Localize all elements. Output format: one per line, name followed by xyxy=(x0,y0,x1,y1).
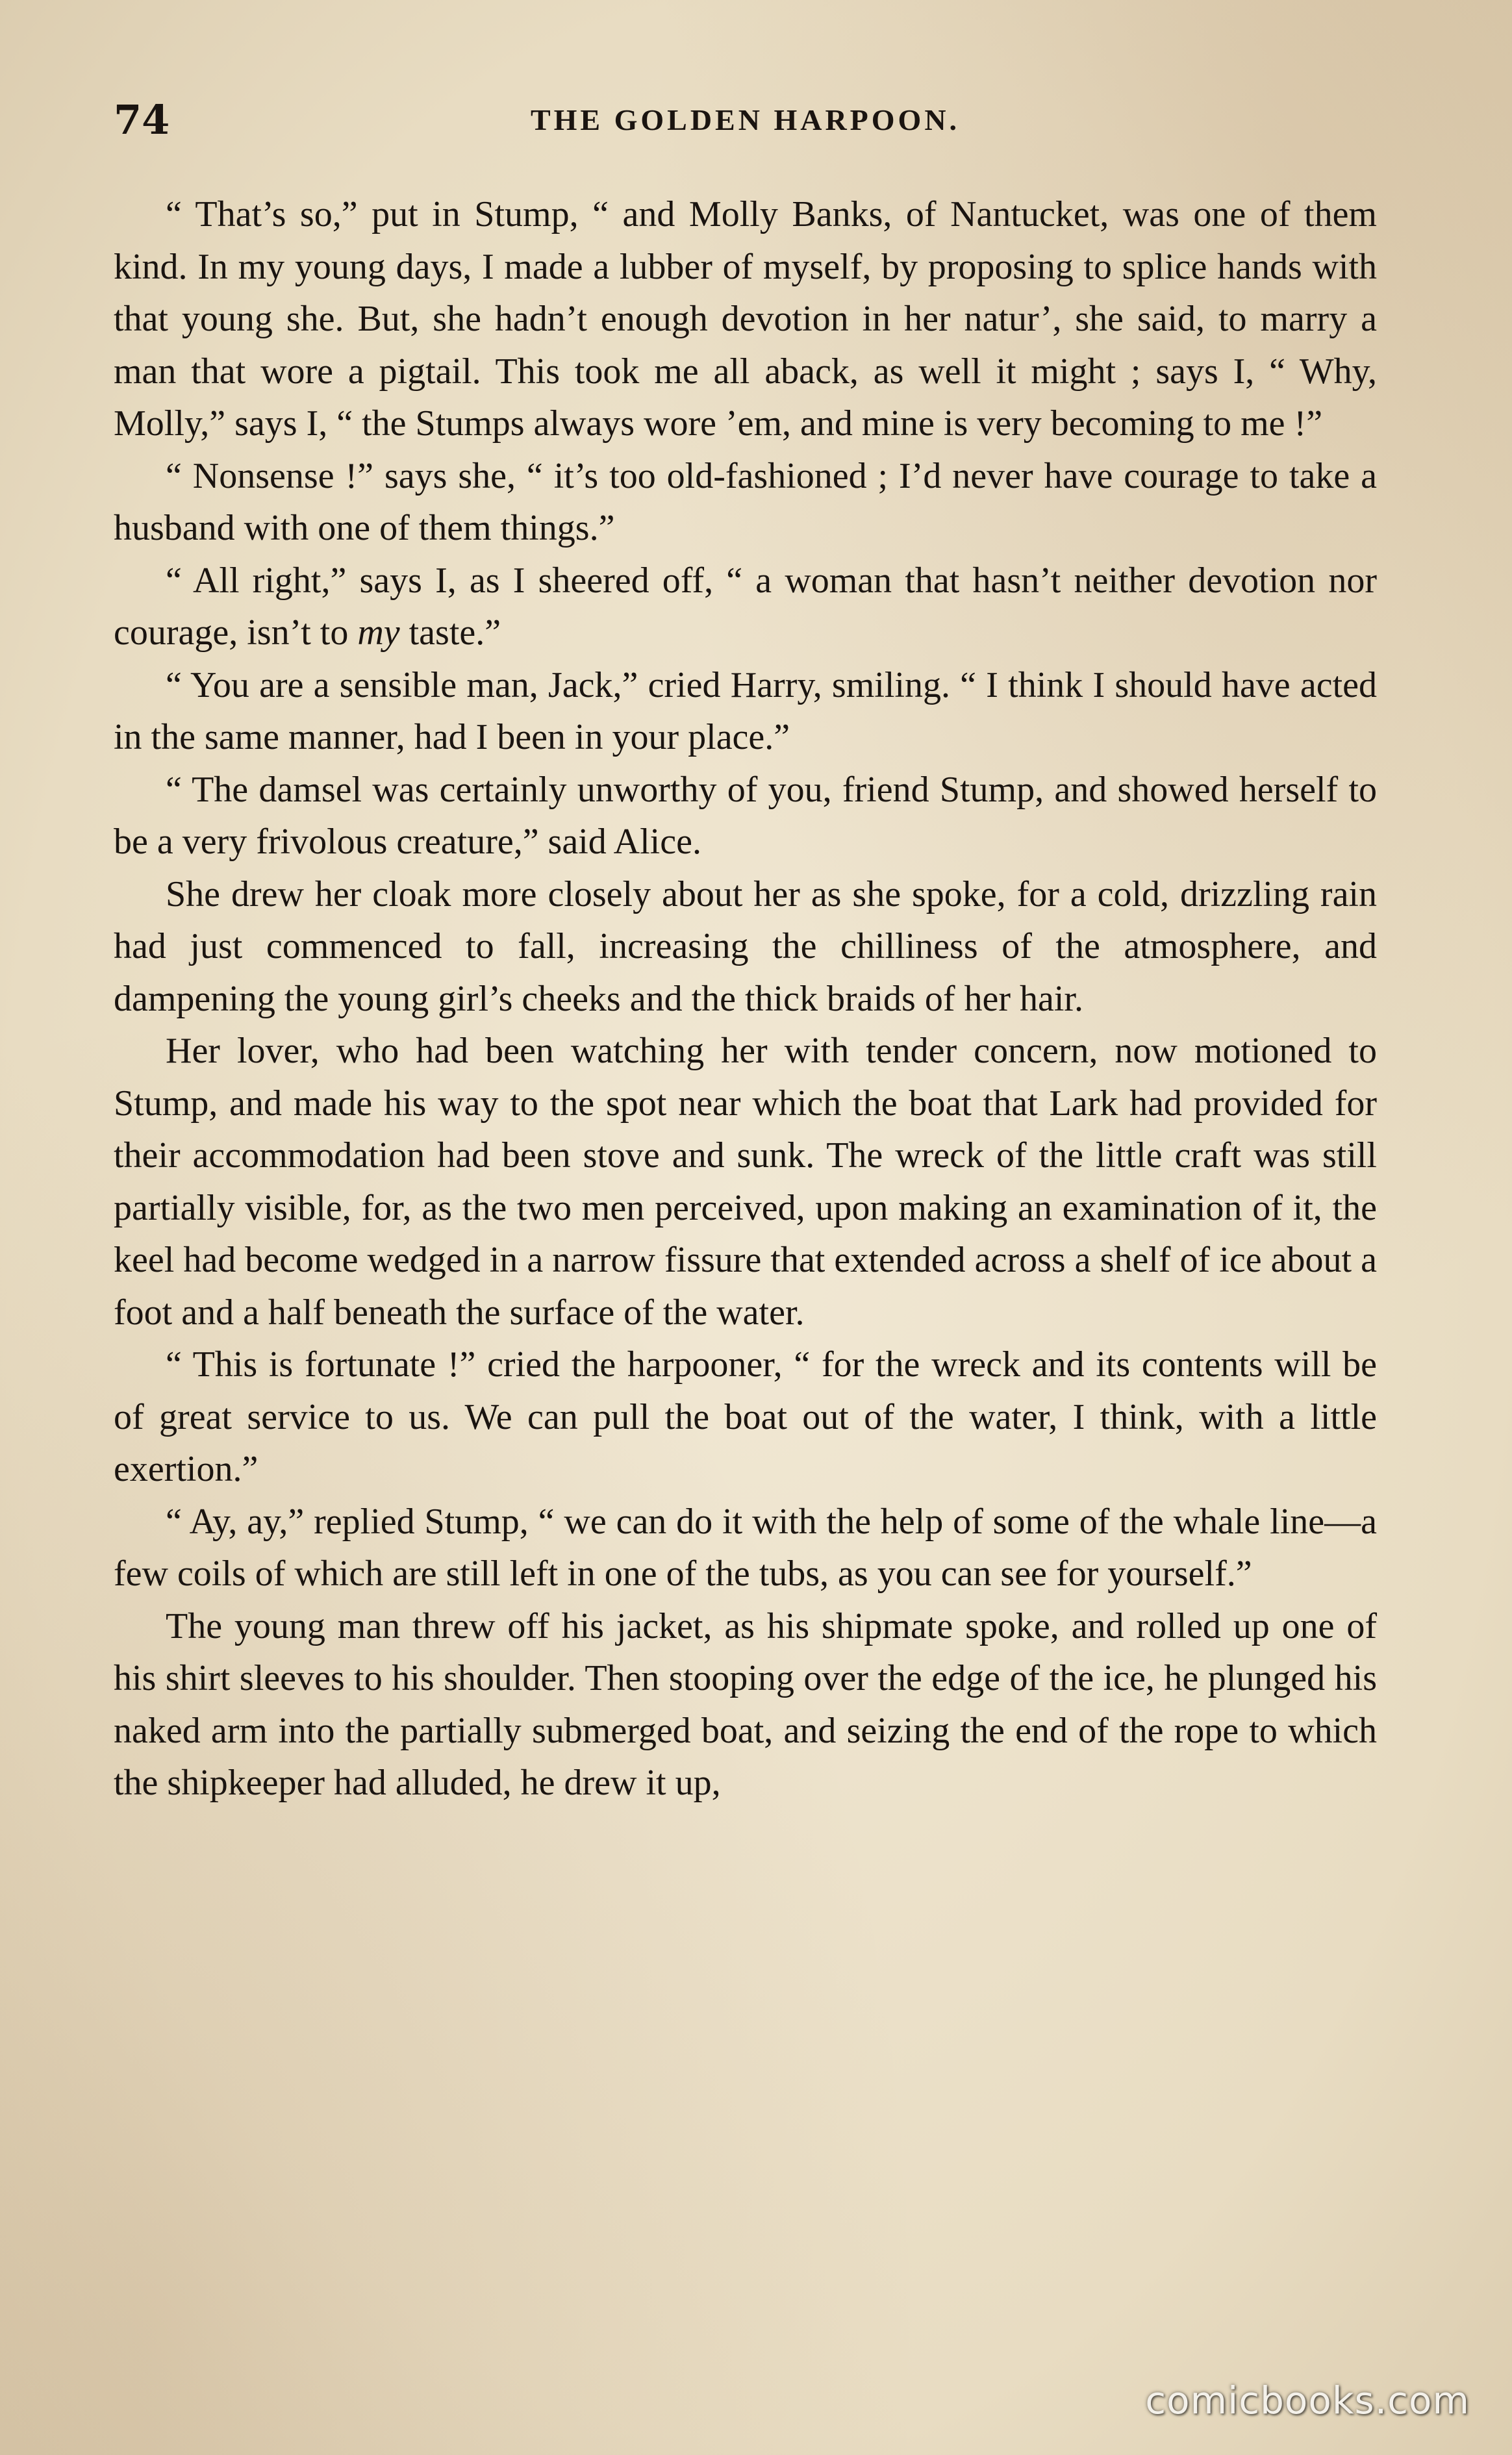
paragraph-6: She drew her cloak more closely about her as she spoke, for a cold, drizzling rain had just commenced to fall, increasing the chilliness of the atmosphere, and dampening the young girl’s cheeks and the thick braids of her hair. xyxy=(114,874,1377,1019)
paragraph-2: “ Nonsense !” says she, “ it’s too old-fashioned ; I’d never have courage to take a husband with one of them things.” xyxy=(114,455,1377,548)
paragraph-8: “ This is fortunate !” cried the harpooner, “ for the wreck and its contents will be of great service to us. We can pull the boat out of the water, I think, with a little exertion.” xyxy=(114,1344,1377,1489)
paragraph-4: “ You are a sensible man, Jack,” cried Harry, smiling. “ I think I should have acted in the same manner, had I been in your place.” xyxy=(114,664,1377,757)
paragraph-3-italic: my xyxy=(357,612,400,653)
paragraph-9: “ Ay, ay,” replied Stump, “ we can do it with the help of some of the whale line—a few coils of which are still left in one of the tubs, as you can see for yourself.” xyxy=(114,1501,1377,1594)
paragraph-1: “ That’s so,” put in Stump, “ and Molly Banks, of Nantucket, was one of them kind. In my young days, I made a lubber of myself, by proposing to splice hands with that young she. But, she hadn’t enough devotion in her natur’, she said, to marry a man that wore a pigtail. This took me all aback, as well it might ; says I, “ Why, Molly,” says I, “ the Stumps always wore ’em, and mine is very becoming to me !” xyxy=(114,194,1377,444)
paragraph-5: “ The damsel was certainly unworthy of you, friend Stump, and showed herself to be a very frivolous creature,” said Alice. xyxy=(114,769,1377,862)
watermark: comicbooks.com xyxy=(1145,2378,1470,2423)
running-title: THE GOLDEN HARPOON. xyxy=(530,103,961,136)
paragraph-3-after: taste.” xyxy=(399,612,501,653)
paragraph-7: Her lover, who had been watching her with tender concern, now motioned to Stump, and made his way to the spot near which the boat that Lark had provided for their accommodation had been stove and sunk. The wreck of the little craft was still partially visible, for, as the two men perceived, upon making an examination of it, the keel had become wedged in a narrow fissure that extended across a shelf of ice about a foot and a half beneath the surface of the water. xyxy=(114,1031,1377,1333)
page-number: 74 xyxy=(114,96,170,144)
paragraph-3 xyxy=(114,555,1377,659)
page-header xyxy=(114,91,1377,149)
body-text xyxy=(114,188,1377,1809)
paragraph-3-before: “ All right,” says I, as I sheered off, “ a woman that hasn’t neither devotion nor courage, isn’t to xyxy=(114,560,1377,653)
paragraph-10: The young man threw off his jacket, as his shipmate spoke, and rolled up one of his shirt sleeves to his shoulder. Then stooping over the edge of the ice, he plunged his naked arm into the partially submerged boat, and seizing the end of the rope to which the shipkeeper had alluded, he drew it up, xyxy=(114,1605,1377,1803)
